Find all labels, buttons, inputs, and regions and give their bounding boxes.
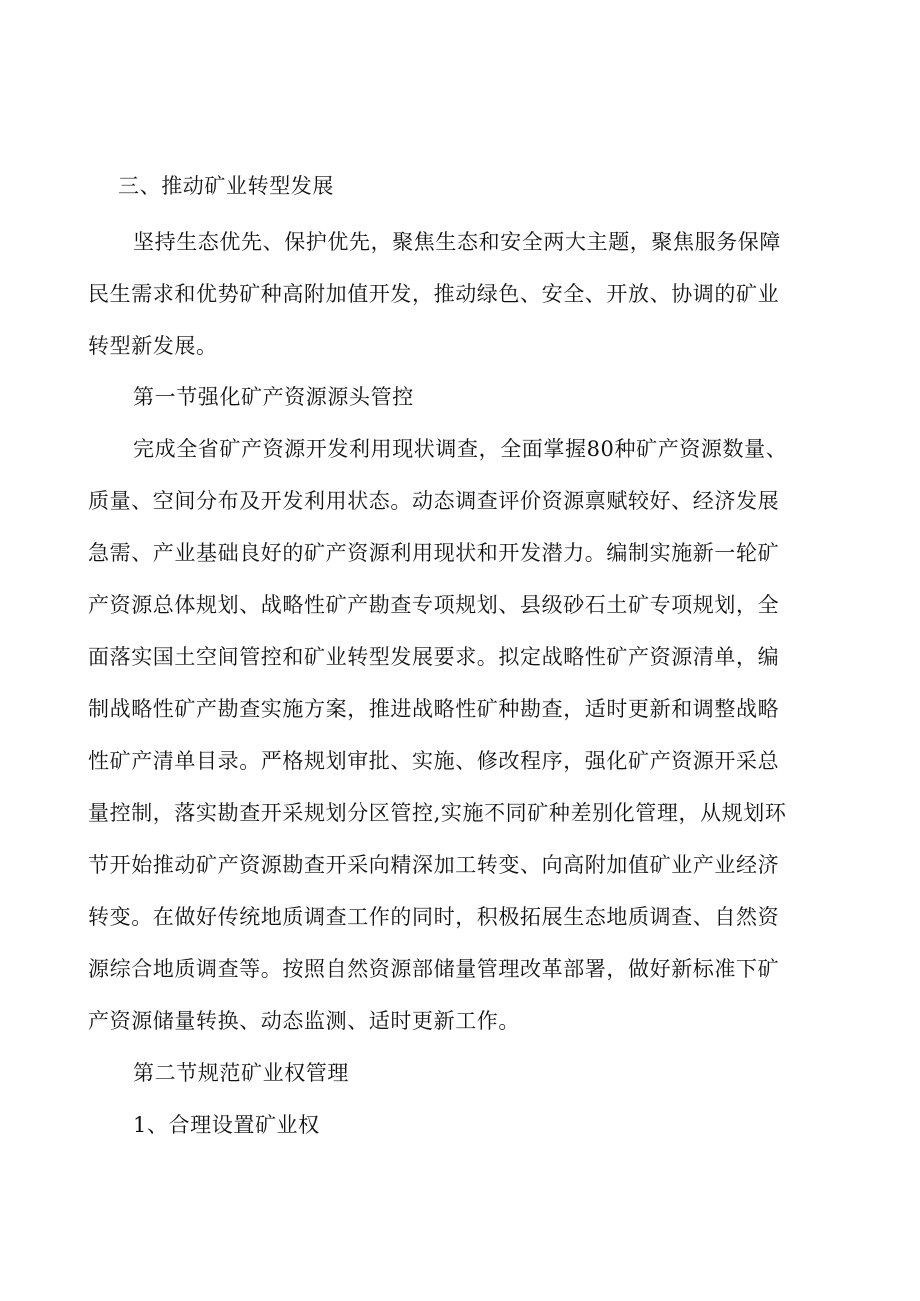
paragraph-line: 源综合地质调查等。按照自然资源部储量管理改革部署，做好新标准下矿 xyxy=(88,957,780,981)
list-item-title: 1、合理设置矿业权 xyxy=(133,1113,320,1137)
paragraph-line: 制战略性矿产勘查实施方案，推进战略性矿种勘查，适时更新和调整战略 xyxy=(88,697,780,721)
paragraph-line: 产资源储量转换、动态监测、适时更新工作。 xyxy=(88,1009,520,1033)
paragraph-line: 面落实国土空间管控和矿业转型发展要求。拟定战略性矿产资源清单，编 xyxy=(88,645,780,669)
paragraph-line: 完成全省矿产资源开发利用现状调查，全面掌握80种矿产资源数量、 xyxy=(133,437,788,461)
paragraph-line: 转型新发展。 xyxy=(88,334,218,358)
paragraph-line: 坚持生态优先、保护优先，聚焦生态和安全两大主题，聚焦服务保障 xyxy=(133,230,781,254)
paragraph-line: 转变。在做好传统地质调查工作的同时，积极拓展生态地质调查、自然资 xyxy=(88,905,780,929)
paragraph-line: 节开始推动矿产资源勘查开采向精深加工转变、向高附加值矿业产业经济 xyxy=(88,853,780,877)
paragraph-line: 性矿产清单目录。严格规划审批、实施、修改程序，强化矿产资源开采总 xyxy=(88,749,780,773)
paragraph-line: 民生需求和优势矿种高附加值开发，推动绿色、安全、开放、协调的矿业 xyxy=(88,282,780,306)
paragraph-line: 量控制，落实勘查开采规划分区管控,实施不同矿种差别化管理，从规划环 xyxy=(88,801,787,825)
subsection-title: 第一节强化矿产资源源头管控 xyxy=(133,385,414,409)
paragraph-line: 质量、空间分布及开发利用状态。动态调查评价资源禀赋较好、经济发展 xyxy=(88,489,780,513)
paragraph-line: 产资源总体规划、战略性矿产勘查专项规划、县级砂石土矿专项规划，全 xyxy=(88,593,780,617)
section-heading: 三、推动矿业转型发展 xyxy=(118,174,334,198)
paragraph-line: 急需、产业基础良好的矿产资源利用现状和开发潜力。编制实施新一轮矿 xyxy=(88,541,780,565)
subsection-title: 第二节规范矿业权管理 xyxy=(133,1061,349,1085)
